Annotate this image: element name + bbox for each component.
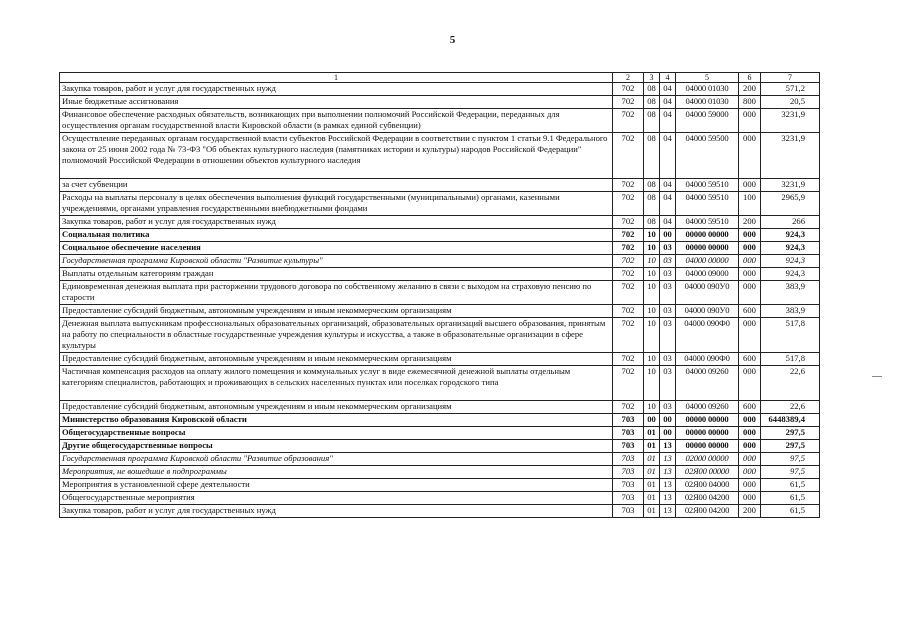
row-col-4: 04: [660, 179, 676, 192]
row-col-4: 03: [660, 401, 676, 414]
row-col-2: 702: [613, 109, 644, 133]
row-col-5: 04000 09260: [676, 366, 739, 401]
row-name: за счет субвенции: [60, 179, 613, 192]
row-col-3: 01: [644, 492, 660, 505]
row-col-3: 08: [644, 179, 660, 192]
row-col-2: 702: [613, 83, 644, 96]
row-col-5: 04000 01030: [676, 96, 739, 109]
row-col-3: 10: [644, 353, 660, 366]
row-col-6: 000: [739, 366, 761, 401]
row-col-2: 703: [613, 505, 644, 518]
table-body: [60, 73, 820, 518]
row-col-6: 000: [739, 133, 761, 179]
row-col-6: 000: [739, 255, 761, 268]
row-col-5: 02Я00 04200: [676, 505, 739, 518]
row-col-6: 000: [739, 268, 761, 281]
row-col-5: 00000 00000: [676, 440, 739, 453]
row-name: Единовременная денежная выплата при расторжении трудового договора по собственному желанию в связи с выходом на страховую пенсию по старости: [60, 281, 613, 305]
row-col-7: 517,8: [761, 318, 820, 353]
row-col-7: 3231,9: [761, 109, 820, 133]
table-row: [60, 492, 820, 505]
row-col-2: 702: [613, 281, 644, 305]
row-col-6: 600: [739, 305, 761, 318]
row-name: Общегосударственные мероприятия: [60, 492, 613, 505]
row-col-2: 702: [613, 255, 644, 268]
table-row: [60, 366, 820, 401]
row-name: Государственная программа Кировской области "Развитие культуры": [60, 255, 613, 268]
row-col-7: 297,5: [761, 427, 820, 440]
row-col-7: 6448389,4: [761, 414, 820, 427]
row-name: Выплаты отдельным категориям граждан: [60, 268, 613, 281]
row-col-5: 04000 00000: [676, 255, 739, 268]
row-col-2: 702: [613, 401, 644, 414]
page-number: 5: [449, 34, 456, 46]
row-col-3: 01: [644, 479, 660, 492]
row-col-6: 000: [739, 229, 761, 242]
row-col-4: 13: [660, 492, 676, 505]
row-col-6: 000: [739, 109, 761, 133]
row-col-7: 3231,9: [761, 179, 820, 192]
row-col-2: 702: [613, 192, 644, 216]
table-row: [60, 192, 820, 216]
table-row: [60, 109, 820, 133]
row-name: Денежная выплата выпускникам профессиональных образовательных организаций, образовательных организаций высшего образования, принятым на работу по специальности в областные государственные учреждения культуры и искусства, а также в образовательные организации в сфере культуры: [60, 318, 613, 353]
row-col-2: 702: [613, 268, 644, 281]
row-col-6: 000: [739, 414, 761, 427]
table-row: [60, 96, 820, 109]
row-name: Предоставление субсидий бюджетным, автономным учреждениям и иным некоммерческим организациям: [60, 401, 613, 414]
row-col-3: 10: [644, 366, 660, 401]
row-col-7: 2965,9: [761, 192, 820, 216]
row-col-5: 04000 59510: [676, 179, 739, 192]
column-header: 5: [676, 73, 739, 83]
row-col-4: 03: [660, 318, 676, 353]
row-col-4: 13: [660, 466, 676, 479]
row-col-3: 01: [644, 440, 660, 453]
row-col-7: 924,3: [761, 268, 820, 281]
row-col-2: 702: [613, 96, 644, 109]
row-col-4: 13: [660, 440, 676, 453]
row-col-5: 04000 59510: [676, 192, 739, 216]
row-col-6: 000: [739, 281, 761, 305]
row-col-7: 22,6: [761, 366, 820, 401]
row-col-5: 04000 090Ф0: [676, 318, 739, 353]
row-col-5: 04000 090У0: [676, 281, 739, 305]
row-col-2: 702: [613, 229, 644, 242]
table-row: [60, 453, 820, 466]
row-col-4: 13: [660, 505, 676, 518]
column-header: 1: [60, 73, 613, 83]
row-col-2: 702: [613, 353, 644, 366]
row-col-5: 00000 00000: [676, 427, 739, 440]
row-col-5: 00000 00000: [676, 414, 739, 427]
row-col-6: 000: [739, 242, 761, 255]
row-col-7: 924,3: [761, 242, 820, 255]
row-col-4: 04: [660, 83, 676, 96]
row-col-2: 702: [613, 179, 644, 192]
table-row: [60, 401, 820, 414]
row-col-4: 04: [660, 133, 676, 179]
row-col-4: 00: [660, 427, 676, 440]
table-row: [60, 414, 820, 427]
table-row: [60, 133, 820, 179]
row-col-4: 04: [660, 192, 676, 216]
table-row: [60, 427, 820, 440]
row-col-5: 02Я00 00000: [676, 466, 739, 479]
row-col-6: 000: [739, 440, 761, 453]
row-col-7: 97,5: [761, 453, 820, 466]
table-row: [60, 505, 820, 518]
row-col-5: 02000 00000: [676, 453, 739, 466]
row-col-3: 10: [644, 318, 660, 353]
table-row: [60, 479, 820, 492]
table-row: [60, 440, 820, 453]
row-name: Закупка товаров, работ и услуг для государственных нужд: [60, 216, 613, 229]
row-col-5: 04000 09000: [676, 268, 739, 281]
row-name: Частичная компенсация расходов на оплату жилого помещения и коммунальных услуг в виде ежемесячной денежной выплаты отдельным категориям специалистов, работающих и проживающих в сельских населенных пунктах или поселках городского типа: [60, 366, 613, 401]
row-name: Предоставление субсидий бюджетным, автономным учреждениям и иным некоммерческим организациям: [60, 353, 613, 366]
row-col-4: 04: [660, 216, 676, 229]
row-col-5: 04000 59510: [676, 216, 739, 229]
row-col-2: 703: [613, 492, 644, 505]
row-col-6: 800: [739, 96, 761, 109]
table-row: [60, 305, 820, 318]
row-col-3: 10: [644, 255, 660, 268]
row-col-5: 02Я00 04000: [676, 479, 739, 492]
table-row: [60, 179, 820, 192]
row-col-7: 61,5: [761, 492, 820, 505]
row-col-3: 10: [644, 268, 660, 281]
column-header: 4: [660, 73, 676, 83]
row-col-7: 22,6: [761, 401, 820, 414]
row-name: Предоставление субсидий бюджетным, автономным учреждениям и иным некоммерческим организациям: [60, 305, 613, 318]
row-col-5: 04000 01030: [676, 83, 739, 96]
row-col-7: 924,3: [761, 255, 820, 268]
table-row: [60, 255, 820, 268]
row-col-2: 703: [613, 440, 644, 453]
row-col-5: 04000 090Ф0: [676, 353, 739, 366]
row-name: Финансовое обеспечение расходных обязательств, возникающих при выполнении полномочий Российской Федерации, переданных для осуществления органам государственной власти Кировской области (в рамках единой субвенции): [60, 109, 613, 133]
row-col-3: 08: [644, 216, 660, 229]
row-col-2: 702: [613, 318, 644, 353]
row-col-7: 61,5: [761, 479, 820, 492]
row-name: Другие общегосударственные вопросы: [60, 440, 613, 453]
row-name: Общегосударственные вопросы: [60, 427, 613, 440]
row-name: Министерство образования Кировской области: [60, 414, 613, 427]
row-col-6: 200: [739, 216, 761, 229]
row-col-3: 08: [644, 83, 660, 96]
row-col-3: 01: [644, 427, 660, 440]
row-col-5: 00000 00000: [676, 242, 739, 255]
row-col-7: 3231,9: [761, 133, 820, 179]
row-col-6: 000: [739, 466, 761, 479]
table-row: [60, 318, 820, 353]
row-col-5: 04000 59000: [676, 109, 739, 133]
row-col-4: 03: [660, 366, 676, 401]
table-row: [60, 268, 820, 281]
row-col-2: 703: [613, 453, 644, 466]
row-col-7: 20,5: [761, 96, 820, 109]
row-col-2: 703: [613, 427, 644, 440]
row-col-2: 702: [613, 133, 644, 179]
row-col-5: 04000 59500: [676, 133, 739, 179]
row-col-2: 703: [613, 414, 644, 427]
row-col-4: 00: [660, 414, 676, 427]
table-row: [60, 281, 820, 305]
row-name: Социальное обеспечение населения: [60, 242, 613, 255]
row-name: Мероприятия в установленной сфере деятельности: [60, 479, 613, 492]
row-col-3: 08: [644, 192, 660, 216]
row-col-7: 924,3: [761, 229, 820, 242]
row-col-4: 03: [660, 255, 676, 268]
table-row: [60, 216, 820, 229]
row-col-6: 000: [739, 492, 761, 505]
row-col-5: 02Я00 04200: [676, 492, 739, 505]
row-col-4: 00: [660, 229, 676, 242]
scan-mark: [872, 376, 882, 377]
row-col-4: 03: [660, 305, 676, 318]
row-name: Государственная программа Кировской области "Развитие образования": [60, 453, 613, 466]
row-col-6: 200: [739, 83, 761, 96]
row-col-4: 04: [660, 109, 676, 133]
row-col-6: 000: [739, 453, 761, 466]
row-col-6: 600: [739, 353, 761, 366]
row-col-6: 000: [739, 427, 761, 440]
row-col-6: 000: [739, 318, 761, 353]
row-col-5: 04000 09260: [676, 401, 739, 414]
row-col-7: 383,9: [761, 281, 820, 305]
column-header: 6: [739, 73, 761, 83]
row-col-7: 383,9: [761, 305, 820, 318]
row-col-6: 000: [739, 179, 761, 192]
table-row: [60, 353, 820, 366]
row-col-3: 01: [644, 466, 660, 479]
row-col-4: 03: [660, 242, 676, 255]
row-col-2: 702: [613, 216, 644, 229]
row-col-7: 266: [761, 216, 820, 229]
row-col-3: 10: [644, 242, 660, 255]
row-col-5: 00000 00000: [676, 229, 739, 242]
row-col-4: 13: [660, 453, 676, 466]
table-row: [60, 242, 820, 255]
row-col-6: 100: [739, 192, 761, 216]
row-col-2: 703: [613, 479, 644, 492]
row-col-7: 297,5: [761, 440, 820, 453]
row-col-4: 13: [660, 479, 676, 492]
table-row: [60, 466, 820, 479]
table-row: [60, 229, 820, 242]
row-col-2: 702: [613, 242, 644, 255]
row-col-7: 571,2: [761, 83, 820, 96]
row-col-3: 10: [644, 281, 660, 305]
row-col-3: 00: [644, 414, 660, 427]
row-col-7: 97,5: [761, 466, 820, 479]
row-name: Расходы на выплаты персоналу в целях обеспечения выполнения функций государственными (муниципальными) органами, казенными учреждениями, органами управления государственными внебюджетными фондами: [60, 192, 613, 216]
column-header: 3: [644, 73, 660, 83]
column-header: 2: [613, 73, 644, 83]
row-col-3: 08: [644, 109, 660, 133]
row-name: Закупка товаров, работ и услуг для государственных нужд: [60, 83, 613, 96]
row-col-4: 03: [660, 281, 676, 305]
row-col-6: 600: [739, 401, 761, 414]
budget-table: [59, 72, 820, 518]
row-col-3: 01: [644, 453, 660, 466]
row-col-3: 10: [644, 229, 660, 242]
column-header-row: [60, 73, 820, 83]
row-col-6: 000: [739, 479, 761, 492]
row-col-4: 03: [660, 268, 676, 281]
row-col-5: 04000 090У0: [676, 305, 739, 318]
row-col-3: 10: [644, 305, 660, 318]
row-col-4: 04: [660, 96, 676, 109]
row-name: Иные бюджетные ассигнования: [60, 96, 613, 109]
row-col-3: 01: [644, 505, 660, 518]
row-name: Мероприятия, не вошедшие в подпрограммы: [60, 466, 613, 479]
table-row: [60, 83, 820, 96]
row-name: Осуществление переданных органам государственной власти субъектов Российской Федерации в соответствии с пунктом 1 статьи 9.1 Федерального закона от 25 июня 2002 года № 73-ФЗ "Об объектах культурного наследия (памятниках истории и культуры) народов Российской Федерации" полномочий Российской Федерации в отношении объектов культурного наследия: [60, 133, 613, 179]
row-col-2: 703: [613, 466, 644, 479]
column-header: 7: [761, 73, 820, 83]
row-name: Закупка товаров, работ и услуг для государственных нужд: [60, 505, 613, 518]
row-col-3: 10: [644, 401, 660, 414]
row-col-2: 702: [613, 366, 644, 401]
row-col-3: 08: [644, 133, 660, 179]
row-name: Социальная политика: [60, 229, 613, 242]
row-col-3: 08: [644, 96, 660, 109]
row-col-7: 517,8: [761, 353, 820, 366]
row-col-6: 200: [739, 505, 761, 518]
row-col-2: 702: [613, 305, 644, 318]
row-col-4: 03: [660, 353, 676, 366]
row-col-7: 61,5: [761, 505, 820, 518]
